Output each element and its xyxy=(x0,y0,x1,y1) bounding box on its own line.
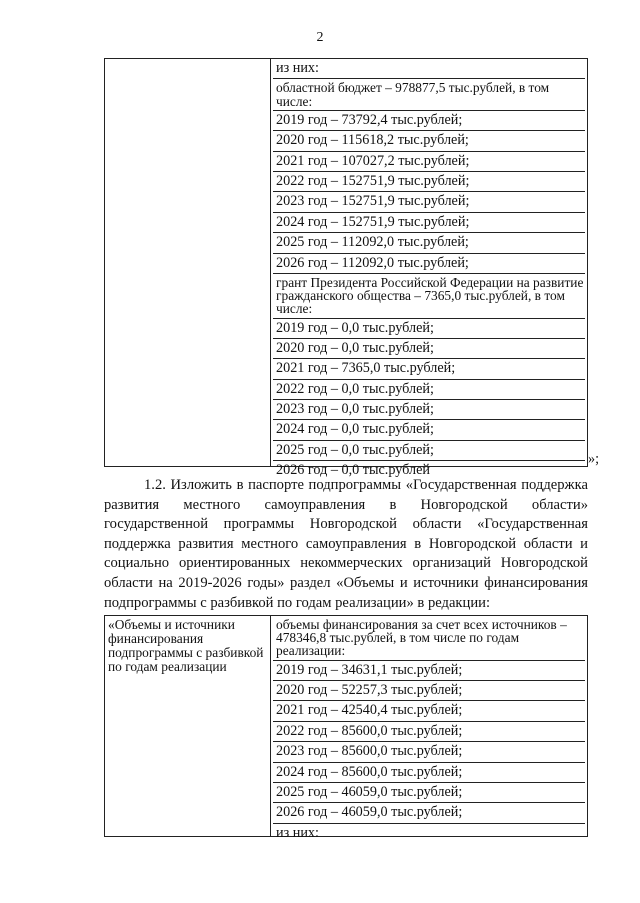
column-separator xyxy=(270,59,271,466)
year-line: 2021 год – 7365,0 тыс.рублей; xyxy=(273,359,585,379)
year-line: 2024 год – 152751,9 тыс.рублей; xyxy=(273,213,585,233)
year-line: 2022 год – 152751,9 тыс.рублей; xyxy=(273,172,585,192)
text-line: из них: xyxy=(273,59,585,79)
year-line: 2019 год – 73792,4 тыс.рублей; xyxy=(273,111,585,131)
body-paragraph xyxy=(104,476,588,613)
year-line: 2020 год – 52257,3 тыс.рублей; xyxy=(273,681,585,701)
year-line: 2026 год – 0,0 тыс.рублей xyxy=(276,462,430,479)
year-line: 2023 год – 152751,9 тыс.рублей; xyxy=(273,192,585,212)
year-line: 2023 год – 85600,0 тыс.рублей; xyxy=(273,742,585,762)
year-line: 2023 год – 0,0 тыс.рублей; xyxy=(273,400,585,420)
column-separator xyxy=(270,616,271,836)
year-line: 2025 год – 112092,0 тыс.рублей; xyxy=(273,233,585,253)
text-line: объемы финансирования за счет всех источников – 478346,8 тыс.рублей, в том числе по годам реализации: xyxy=(273,616,585,661)
year-line: 2024 год – 0,0 тыс.рублей; xyxy=(273,420,585,440)
page-number: 2 xyxy=(316,30,324,45)
paragraph-text: 1.2. Изложить в паспорте подпрограммы «Государственная поддержка развития местного самоуправления в Новгородской области» государственной программы Новгородской области «Государственная поддержка развития местного самоуправления в Новгородской области и социально ориентированных некоммерческих организаций Новгородской области на 2019-2026 годы» раздел «Объемы и источники финансирования подпрограммы с разбивкой по годам реализации» в редакции: xyxy=(104,477,588,611)
year-line: 2021 год – 107027,2 тыс.рублей; xyxy=(273,152,585,172)
year-line: 2024 год – 85600,0 тыс.рублей; xyxy=(273,763,585,783)
funding-left-cell: «Объемы и источники финансирования подпрограммы с разбивкой по годам реализации xyxy=(108,617,264,674)
text-line: грант Президента Российской Федерации на развитие гражданского общества – 7365,0 тыс.рублей, в том числе: xyxy=(273,274,585,319)
funding-right-cell xyxy=(273,59,585,481)
year-line: 2021 год – 42540,4 тыс.рублей; xyxy=(273,701,585,721)
funding-right-cell xyxy=(273,616,585,843)
year-line: 2025 год – 0,0 тыс.рублей; xyxy=(273,441,585,461)
year-line: 2025 год – 46059,0 тыс.рублей; xyxy=(273,783,585,803)
year-line: 2019 год – 34631,1 тыс.рублей; xyxy=(273,661,585,681)
closing-quote: »; xyxy=(588,451,600,467)
year-line: 2020 год – 115618,2 тыс.рублей; xyxy=(273,131,585,151)
funding-table-continued xyxy=(104,58,588,479)
year-line: 2026 год – 112092,0 тыс.рублей; xyxy=(273,254,585,274)
text-line: областной бюджет – 978877,5 тыс.рублей, в том числе: xyxy=(273,79,585,110)
funding-table-new xyxy=(104,615,588,841)
year-line: 2022 год – 0,0 тыс.рублей; xyxy=(273,380,585,400)
text-line: из них: xyxy=(276,824,319,841)
year-line: 2022 год – 85600,0 тыс.рублей; xyxy=(273,722,585,742)
year-line: 2019 год – 0,0 тыс.рублей; xyxy=(273,319,585,339)
year-line: 2020 год – 0,0 тыс.рублей; xyxy=(273,339,585,359)
year-line: 2026 год – 46059,0 тыс.рублей; xyxy=(273,803,585,823)
